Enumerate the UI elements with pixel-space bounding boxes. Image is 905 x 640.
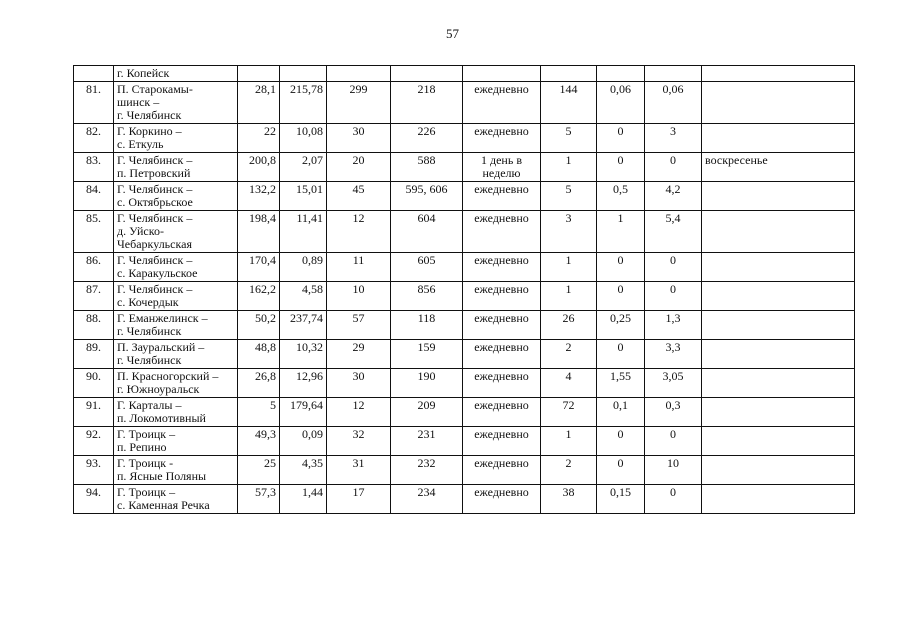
cell-route: Г. Челябинск – с. Октябрьское (114, 182, 238, 211)
cell-value: 2,07 (280, 153, 327, 182)
cell-value: 26 (541, 311, 597, 340)
cell-note (702, 340, 855, 369)
cell-frequency: ежедневно (463, 282, 541, 311)
cell-value: 231 (391, 427, 463, 456)
cell-value: 1 (541, 153, 597, 182)
cell-value: 179,64 (280, 398, 327, 427)
cell-value: 226 (391, 124, 463, 153)
cell-value: 25 (238, 456, 280, 485)
cell-value: 11,41 (280, 211, 327, 253)
table-row (74, 311, 855, 340)
cell-value: 17 (327, 485, 391, 514)
cell-empty (238, 66, 280, 82)
cell-route: г. Копейск (114, 66, 238, 82)
cell-value: 30 (327, 124, 391, 153)
cell-value: 1 (597, 211, 645, 253)
cell-num: 87. (74, 282, 114, 311)
cell-value: 0,06 (597, 82, 645, 124)
cell-value: 595, 606 (391, 182, 463, 211)
cell-value: 0 (597, 282, 645, 311)
cell-value: 10,08 (280, 124, 327, 153)
routes-table (73, 65, 855, 514)
cell-route: П. Зауральский – г. Челябинск (114, 340, 238, 369)
cell-value: 57 (327, 311, 391, 340)
cell-num: 93. (74, 456, 114, 485)
cell-value: 0 (597, 456, 645, 485)
cell-value: 4,58 (280, 282, 327, 311)
cell-value: 0,1 (597, 398, 645, 427)
cell-value: 118 (391, 311, 463, 340)
cell-value: 162,2 (238, 282, 280, 311)
cell-value: 856 (391, 282, 463, 311)
cell-note (702, 282, 855, 311)
cell-route: П. Красногорский – г. Южноуральск (114, 369, 238, 398)
cell-value: 2 (541, 456, 597, 485)
page-number: 57 (446, 26, 459, 41)
cell-frequency: ежедневно (463, 340, 541, 369)
cell-note (702, 427, 855, 456)
cell-value: 12,96 (280, 369, 327, 398)
cell-num: 91. (74, 398, 114, 427)
cell-frequency: ежедневно (463, 369, 541, 398)
cell-empty (391, 66, 463, 82)
cell-value: 38 (541, 485, 597, 514)
cell-value: 190 (391, 369, 463, 398)
table-row (74, 153, 855, 182)
table-row (74, 211, 855, 253)
table-row (74, 253, 855, 282)
cell-route: Г. Еманжелинск – г. Челябинск (114, 311, 238, 340)
cell-note (702, 124, 855, 153)
cell-value: 1,44 (280, 485, 327, 514)
cell-value: 170,4 (238, 253, 280, 282)
cell-empty (597, 66, 645, 82)
cell-value: 0 (645, 427, 702, 456)
cell-value: 72 (541, 398, 597, 427)
cell-frequency: ежедневно (463, 182, 541, 211)
cell-value: 604 (391, 211, 463, 253)
cell-value: 3 (541, 211, 597, 253)
cell-value: 218 (391, 82, 463, 124)
table-row (74, 282, 855, 311)
cell-num: 88. (74, 311, 114, 340)
cell-value: 0 (645, 153, 702, 182)
cell-frequency: ежедневно (463, 427, 541, 456)
cell-route: Г. Троицк - п. Ясные Поляны (114, 456, 238, 485)
cell-empty (463, 66, 541, 82)
cell-value: 0,89 (280, 253, 327, 282)
cell-value: 234 (391, 485, 463, 514)
cell-note (702, 182, 855, 211)
cell-frequency: ежедневно (463, 82, 541, 124)
cell-frequency: ежедневно (463, 311, 541, 340)
cell-value: 5 (541, 182, 597, 211)
table-row (74, 485, 855, 514)
cell-value: 0 (597, 153, 645, 182)
cell-frequency: ежедневно (463, 124, 541, 153)
cell-value: 26,8 (238, 369, 280, 398)
cell-value: 0 (645, 282, 702, 311)
cell-empty (541, 66, 597, 82)
cell-route: Г. Челябинск – д. Уйско- Чебаркульская (114, 211, 238, 253)
cell-route: Г. Челябинск – с. Каракульское (114, 253, 238, 282)
table-row (74, 182, 855, 211)
cell-num: 83. (74, 153, 114, 182)
cell-value: 0,15 (597, 485, 645, 514)
cell-value: 5 (238, 398, 280, 427)
cell-frequency: 1 день в неделю (463, 153, 541, 182)
table-row (74, 427, 855, 456)
cell-value: 605 (391, 253, 463, 282)
cell-value: 29 (327, 340, 391, 369)
cell-route: П. Старокамы- шинск – г. Челябинск (114, 82, 238, 124)
cell-value: 31 (327, 456, 391, 485)
cell-value: 32 (327, 427, 391, 456)
cell-value: 45 (327, 182, 391, 211)
cell-num: 89. (74, 340, 114, 369)
cell-note (702, 369, 855, 398)
cell-empty (645, 66, 702, 82)
table-row-carry (74, 66, 855, 82)
cell-value: 0 (645, 485, 702, 514)
cell-value: 20 (327, 153, 391, 182)
cell-value: 10 (327, 282, 391, 311)
cell-value: 159 (391, 340, 463, 369)
cell-value: 5 (541, 124, 597, 153)
table-row (74, 124, 855, 153)
cell-value: 15,01 (280, 182, 327, 211)
cell-value: 0 (645, 253, 702, 282)
cell-value: 0,06 (645, 82, 702, 124)
cell-value: 3 (645, 124, 702, 153)
cell-value: 0 (597, 340, 645, 369)
table-row (74, 82, 855, 124)
cell-value: 1 (541, 253, 597, 282)
cell-value: 588 (391, 153, 463, 182)
cell-value: 4,2 (645, 182, 702, 211)
cell-value: 299 (327, 82, 391, 124)
cell-value: 30 (327, 369, 391, 398)
cell-value: 1,3 (645, 311, 702, 340)
cell-value: 50,2 (238, 311, 280, 340)
cell-route: Г. Коркино – с. Еткуль (114, 124, 238, 153)
routes-table-body (74, 66, 855, 514)
cell-num: 94. (74, 485, 114, 514)
cell-value: 237,74 (280, 311, 327, 340)
cell-frequency: ежедневно (463, 456, 541, 485)
cell-route: Г. Троицк – с. Каменная Речка (114, 485, 238, 514)
cell-value: 1 (541, 427, 597, 456)
cell-note (702, 311, 855, 340)
cell-note (702, 211, 855, 253)
cell-value: 0,5 (597, 182, 645, 211)
cell-empty (327, 66, 391, 82)
cell-value: 10 (645, 456, 702, 485)
cell-note (702, 456, 855, 485)
cell-value: 3,05 (645, 369, 702, 398)
cell-value: 198,4 (238, 211, 280, 253)
cell-value: 200,8 (238, 153, 280, 182)
cell-value: 209 (391, 398, 463, 427)
cell-value: 22 (238, 124, 280, 153)
cell-num: 85. (74, 211, 114, 253)
cell-value: 4 (541, 369, 597, 398)
cell-route: Г. Карталы – п. Локомотивный (114, 398, 238, 427)
cell-note (702, 253, 855, 282)
cell-route: Г. Троицк – п. Репино (114, 427, 238, 456)
cell-note: воскресенье (702, 153, 855, 182)
cell-value: 10,32 (280, 340, 327, 369)
cell-value: 2 (541, 340, 597, 369)
cell-num: 81. (74, 82, 114, 124)
cell-value: 57,3 (238, 485, 280, 514)
cell-note (702, 82, 855, 124)
cell-empty (280, 66, 327, 82)
cell-num: 84. (74, 182, 114, 211)
cell-route: Г. Челябинск – п. Петровский (114, 153, 238, 182)
cell-value: 49,3 (238, 427, 280, 456)
cell-note (702, 485, 855, 514)
cell-value: 0,09 (280, 427, 327, 456)
cell-num: 86. (74, 253, 114, 282)
cell-value: 5,4 (645, 211, 702, 253)
cell-note (702, 398, 855, 427)
cell-value: 1,55 (597, 369, 645, 398)
cell-value: 232 (391, 456, 463, 485)
cell-value: 0 (597, 124, 645, 153)
cell-value: 12 (327, 211, 391, 253)
cell-value: 0 (597, 253, 645, 282)
cell-num: 82. (74, 124, 114, 153)
cell-value: 3,3 (645, 340, 702, 369)
table-row (74, 398, 855, 427)
cell-value: 12 (327, 398, 391, 427)
table-row (74, 456, 855, 485)
table-row (74, 340, 855, 369)
cell-value: 144 (541, 82, 597, 124)
cell-value: 48,8 (238, 340, 280, 369)
cell-frequency: ежедневно (463, 485, 541, 514)
cell-value: 0,25 (597, 311, 645, 340)
cell-value: 4,35 (280, 456, 327, 485)
cell-value: 132,2 (238, 182, 280, 211)
cell-num (74, 66, 114, 82)
cell-value: 215,78 (280, 82, 327, 124)
cell-value: 0 (597, 427, 645, 456)
cell-value: 11 (327, 253, 391, 282)
cell-route: Г. Челябинск – с. Кочердык (114, 282, 238, 311)
cell-num: 90. (74, 369, 114, 398)
cell-value: 28,1 (238, 82, 280, 124)
cell-frequency: ежедневно (463, 398, 541, 427)
cell-frequency: ежедневно (463, 211, 541, 253)
cell-value: 1 (541, 282, 597, 311)
cell-num: 92. (74, 427, 114, 456)
cell-frequency: ежедневно (463, 253, 541, 282)
cell-empty (702, 66, 855, 82)
table-row (74, 369, 855, 398)
cell-value: 0,3 (645, 398, 702, 427)
